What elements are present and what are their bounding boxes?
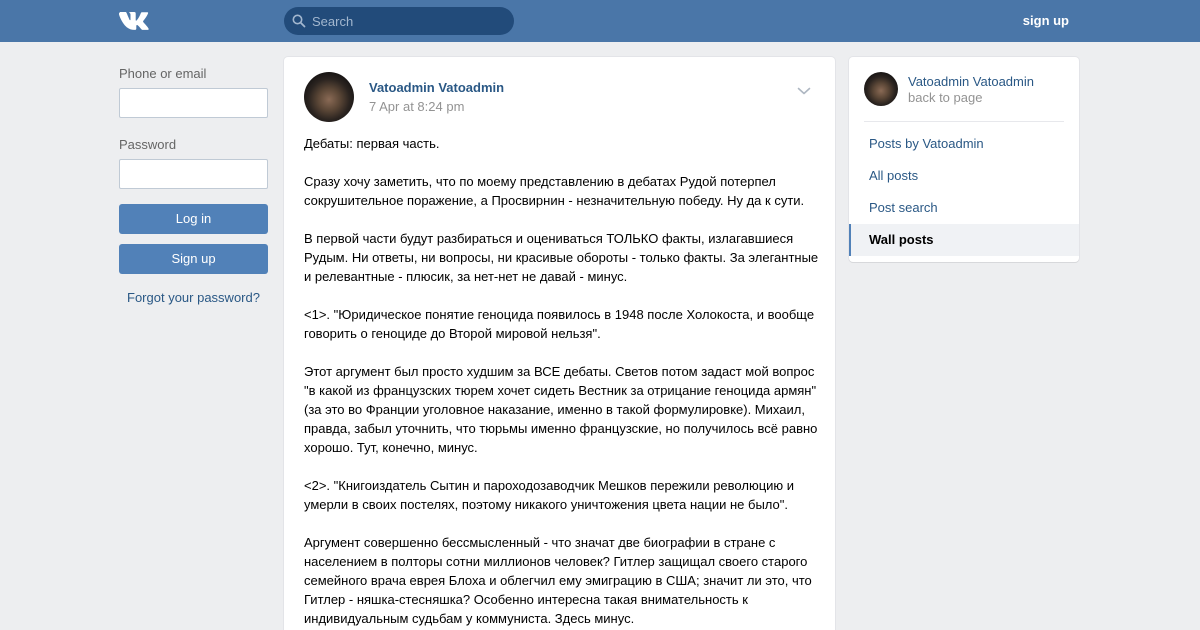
post-paragraph: Аргумент совершенно бессмысленный - что значат две биографии в стране с населением в полторы сотни миллионов человек? Гитлер защищал своего старого семейного врача еврея Блоха и облегчил ему эмиграцию в США; значит ли это, что Гитлер - няшка-стесняшка? Особенно интересна такая внимательность к индивидуальным судьбам у коммуниста. Здесь минус.: [304, 535, 812, 626]
login-button[interactable]: Log in: [119, 204, 268, 234]
post-paragraph: В первой части будут разбираться и оцениваться ТОЛЬКО факты, излагавшиеся Рудым. Ни ответы, ни вопросы, ни красивые обороты - только факты. За элегантные и релевантные - плюсик, за нет-нет не давай - минус.: [304, 231, 819, 284]
wall-post: [284, 57, 835, 630]
signup-button[interactable]: Sign up: [119, 244, 268, 274]
post-author-link[interactable]: Vatoadmin Vatoadmin: [369, 80, 505, 95]
right-sidebar: [849, 57, 1079, 262]
vk-logo-icon[interactable]: [119, 10, 153, 32]
post-text: [304, 134, 819, 630]
post-date[interactable]: 7 Apr at 8:24 pm: [369, 99, 465, 114]
phone-label: Phone or email: [119, 66, 207, 81]
chevron-down-icon[interactable]: [797, 84, 811, 94]
search-box[interactable]: [284, 7, 514, 35]
sidebar-item-post-search[interactable]: Post search: [869, 200, 938, 215]
avatar[interactable]: [304, 72, 354, 122]
header-signup-link[interactable]: sign up: [1022, 13, 1069, 28]
phone-email-field[interactable]: [119, 88, 268, 118]
forgot-password-link[interactable]: Forgot your password?: [127, 290, 260, 305]
avatar[interactable]: [864, 72, 898, 106]
password-field[interactable]: [119, 159, 268, 189]
sidebar-item-posts-by-author[interactable]: Posts by Vatoadmin: [869, 136, 984, 151]
search-input[interactable]: [312, 7, 508, 35]
post-paragraph: <1>. "Юридическое понятие геноцида появилось в 1948 после Холокоста, и вообще говорить о геноциде до Второй мировой нельзя".: [304, 307, 815, 341]
search-icon: [292, 14, 306, 28]
post-paragraph: Этот аргумент был просто худшим за ВСЕ дебаты. Светов потом задаст мой вопрос "в какой из французских тюрем хочет сидеть Вестник за отрицание геноцида армян" (за это во Франции уголовное наказание, именно в такой формулировке). Михаил, правда, забыл уточнить, что тюрьмы именно французские, но получилось всё равно хорошо. Тут, конечно, минус.: [304, 364, 818, 455]
login-form: [119, 66, 268, 305]
back-to-page-link[interactable]: back to page: [908, 90, 983, 105]
post-paragraph: Сразу хочу заметить, что по моему представлению в дебатах Рудой потерпел сокрушительное поражение, а Просвирнин - незначительную победу. Ну да к сути.: [304, 174, 805, 208]
post-paragraph: Дебаты: первая часть.: [304, 136, 440, 151]
sidebar-item-wall-posts[interactable]: Wall posts: [849, 224, 1079, 256]
sidebar-author-link[interactable]: Vatoadmin Vatoadmin: [908, 74, 1034, 89]
sidebar-menu: [849, 128, 1079, 256]
sidebar-item-all-posts[interactable]: All posts: [869, 168, 919, 183]
divider: [864, 121, 1064, 122]
password-label: Password: [119, 137, 177, 152]
post-paragraph: <2>. "Книгоиздатель Сытин и пароходозаводчик Мешков пережили революцию и умерли в своих постелях, поэтому никакого уничтожения цвета нации не было".: [304, 478, 795, 512]
top-header: [0, 0, 1200, 42]
